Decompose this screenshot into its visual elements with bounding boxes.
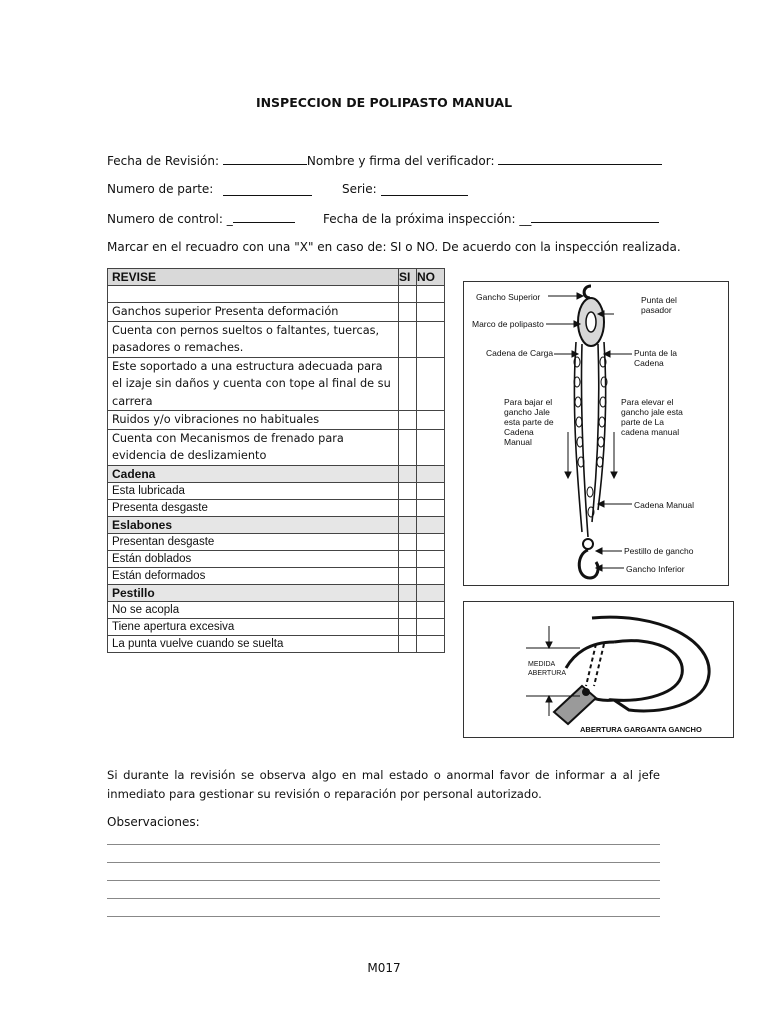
label-marco: Marco de polipasto: [472, 319, 544, 329]
no-checkbox[interactable]: [417, 482, 445, 499]
checklist-row: [108, 321, 445, 357]
no-checkbox[interactable]: [417, 357, 445, 411]
inspection-checklist: [107, 268, 445, 653]
si-checkbox[interactable]: [399, 635, 417, 652]
control-number-row: [107, 211, 295, 226]
page-title: INSPECCION DE POLIPASTO MANUAL: [255, 95, 513, 110]
verifier-field[interactable]: [498, 153, 662, 165]
si-checkbox[interactable]: [399, 482, 417, 499]
next-inspection-field[interactable]: [531, 211, 659, 223]
header-no: NO: [417, 269, 445, 286]
serial-row: [342, 182, 377, 196]
si-checkbox[interactable]: [399, 601, 417, 618]
no-checkbox[interactable]: [417, 321, 445, 357]
si-checkbox[interactable]: [399, 499, 417, 516]
revision-date-field[interactable]: [223, 153, 307, 165]
checklist-row: [108, 303, 445, 322]
no-checkbox: [417, 465, 445, 482]
checklist-row: [108, 357, 445, 411]
control-number-label: Numero de control:: [107, 212, 223, 226]
no-checkbox[interactable]: [417, 618, 445, 635]
no-checkbox[interactable]: [417, 567, 445, 584]
checklist-row: [108, 601, 445, 618]
checklist-row: [108, 618, 445, 635]
label-pestillo: Pestillo de gancho: [624, 546, 694, 556]
table-header-row: [108, 269, 445, 286]
label-punta-cadena: Punta de la Cadena: [634, 348, 678, 368]
item-label: [108, 286, 399, 303]
item-label: Esta lubricada: [108, 482, 399, 499]
checklist-row: [108, 635, 445, 652]
si-checkbox[interactable]: [399, 357, 417, 411]
observation-line[interactable]: [107, 898, 660, 899]
no-checkbox[interactable]: [417, 411, 445, 430]
no-checkbox: [417, 584, 445, 601]
item-label: Tiene apertura excesiva: [108, 618, 399, 635]
verifier-label: Nombre y firma del verificador:: [306, 154, 495, 168]
checklist-row: [108, 499, 445, 516]
serial-field[interactable]: [381, 184, 468, 196]
label-elevar: Para elevar el gancho jale esta parte de La cadena manual: [621, 397, 683, 437]
si-checkbox: [399, 465, 417, 482]
checklist-row: [108, 533, 445, 550]
next-inspection-row: [323, 211, 659, 226]
si-checkbox[interactable]: [399, 321, 417, 357]
no-checkbox[interactable]: [417, 635, 445, 652]
no-checkbox[interactable]: [417, 499, 445, 516]
si-checkbox[interactable]: [399, 429, 417, 465]
label-gancho-inferior: Gancho Inferior: [626, 564, 685, 574]
checklist-row: [108, 550, 445, 567]
part-number-label: Numero de parte:: [107, 182, 214, 196]
item-label: No se acopla: [108, 601, 399, 618]
checklist-row: [108, 411, 445, 430]
revision-date-label: Fecha de Revisión:: [107, 154, 220, 168]
item-label: Presenta desgaste: [108, 499, 399, 516]
no-checkbox[interactable]: [417, 550, 445, 567]
no-checkbox[interactable]: [417, 533, 445, 550]
label-cadena-manual: Cadena Manual: [634, 500, 695, 510]
observation-line[interactable]: [107, 844, 660, 845]
si-checkbox[interactable]: [399, 550, 417, 567]
item-label: Cuenta con Mecanismos de frenado para evidencia de deslizamiento: [108, 429, 399, 465]
si-checkbox[interactable]: [399, 533, 417, 550]
next-inspection-prefix: __: [519, 212, 532, 226]
control-number-prefix: _: [226, 212, 233, 226]
part-number-row: [107, 182, 213, 196]
revision-date-row: [107, 153, 662, 168]
item-label: Ruidos y/o vibraciones no habituales: [108, 411, 399, 430]
checklist-row: [108, 286, 445, 303]
observation-line[interactable]: [107, 880, 660, 881]
item-label: Están doblados: [108, 550, 399, 567]
checklist-row: [108, 429, 445, 465]
item-label: Este soportado a una estructura adecuada para el izaje sin daños y cuenta con tope al final de su carrera: [108, 357, 399, 411]
hook-illustration: [464, 602, 733, 737]
control-number-field[interactable]: [233, 211, 295, 223]
section-label: Eslabones: [108, 516, 399, 533]
section-row: [108, 516, 445, 533]
section-row: [108, 465, 445, 482]
section-row: [108, 584, 445, 601]
no-checkbox[interactable]: [417, 286, 445, 303]
part-number-field[interactable]: [223, 184, 312, 196]
no-checkbox[interactable]: [417, 303, 445, 322]
no-checkbox: [417, 516, 445, 533]
si-checkbox: [399, 516, 417, 533]
si-checkbox[interactable]: [399, 411, 417, 430]
item-label: Ganchos superior Presenta deformación: [108, 303, 399, 322]
observations-label: Observaciones:: [107, 815, 200, 829]
header-si: SI: [399, 269, 417, 286]
label-punta-pasador: Punta del pasador: [641, 295, 677, 315]
hoist-diagram: [463, 281, 729, 586]
form-code: M017: [367, 961, 401, 975]
checklist-row: [108, 482, 445, 499]
si-checkbox: [399, 584, 417, 601]
label-gancho-superior: Gancho Superior: [476, 292, 541, 302]
hook-caption: ABERTURA GARGANTA GANCHO: [580, 725, 702, 734]
header-revise: REVISE: [108, 269, 399, 286]
serial-label: Serie:: [342, 182, 377, 196]
item-label: Cuenta con pernos sueltos o faltantes, tuercas, pasadores o remaches.: [108, 321, 399, 357]
label-medida-abertura: MEDIDA ABERTURA: [528, 661, 566, 677]
observation-line[interactable]: [107, 916, 660, 917]
item-label: Presentan desgaste: [108, 533, 399, 550]
observation-line[interactable]: [107, 862, 660, 863]
si-checkbox[interactable]: [399, 303, 417, 322]
section-label: Cadena: [108, 465, 399, 482]
item-label: La punta vuelve cuando se suelta: [108, 635, 399, 652]
si-checkbox[interactable]: [399, 567, 417, 584]
instruction-text: Marcar en el recuadro con una "X" en caso de: SI o NO. De acuerdo con la inspección realizada.: [107, 240, 681, 254]
no-checkbox[interactable]: [417, 601, 445, 618]
hook-opening-diagram: [463, 601, 734, 738]
next-inspection-label: Fecha de la próxima inspección:: [323, 212, 516, 226]
label-cadena-carga: Cadena de Carga: [486, 348, 554, 358]
label-bajar: Para bajar el gancho Jale esta parte de Cadena Manual: [504, 397, 554, 447]
section-label: Pestillo: [108, 584, 399, 601]
si-checkbox[interactable]: [399, 286, 417, 303]
si-checkbox[interactable]: [399, 618, 417, 635]
no-checkbox[interactable]: [417, 429, 445, 465]
note-paragraph: Si durante la revisión se observa algo en mal estado o anormal favor de informar a al jefe inmediato para gestionar su revisión o reparación por personal autorizado.: [107, 768, 660, 801]
item-label: Están deformados: [108, 567, 399, 584]
checklist-row: [108, 567, 445, 584]
